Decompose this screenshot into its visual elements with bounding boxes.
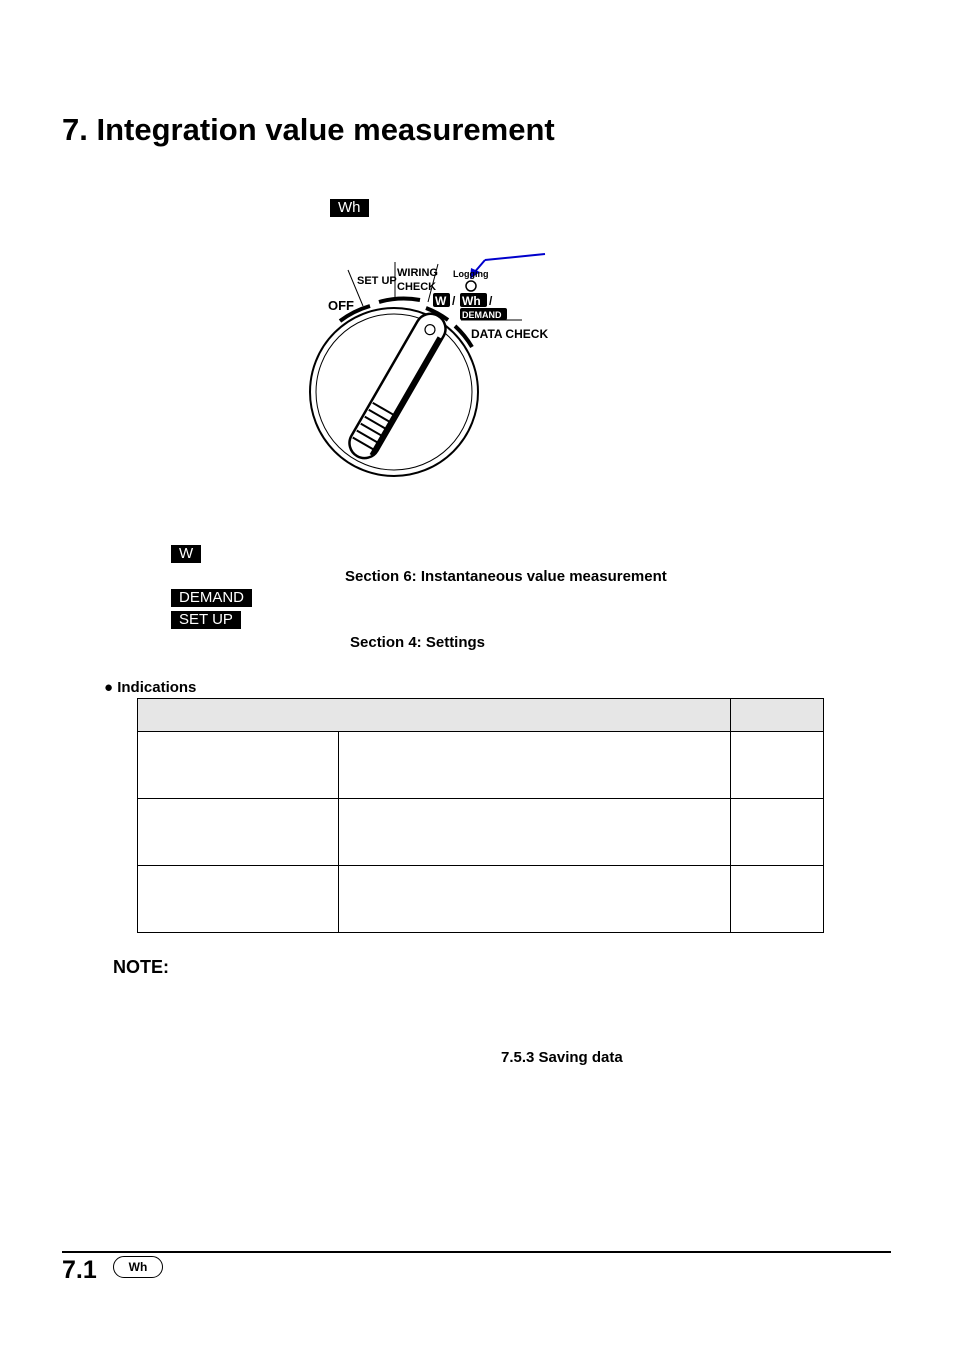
table-cell: [731, 866, 824, 933]
function-dial-illustration: [300, 248, 560, 480]
dial-label-logging: Logging: [453, 269, 489, 279]
table-cell: [731, 732, 824, 799]
table-cell: [339, 732, 731, 799]
table-header-cell: [731, 699, 824, 732]
dial-label-data-check: DATA CHECK: [471, 327, 549, 341]
dial-label-wh: Wh: [462, 294, 481, 308]
dial-label-setup: SET UP: [357, 275, 397, 287]
section4-reference: Section 4: Settings: [350, 634, 486, 651]
page-title: 7. Integration value measurement: [62, 112, 555, 147]
svg-text:/: /: [489, 294, 493, 308]
indications-heading: ● Indications: [104, 679, 197, 696]
table-header-row: [138, 699, 824, 732]
dial-label-wiring: WIRING: [397, 267, 438, 279]
setup-mode-tag: SET UP: [171, 611, 241, 629]
table-header-cell: [138, 699, 731, 732]
saving-data-reference: 7.5.3 Saving data: [501, 1049, 623, 1066]
table-cell: [138, 866, 339, 933]
table-cell: [138, 732, 339, 799]
demand-mode-tag: DEMAND: [171, 589, 252, 607]
footer-wh-badge: Wh: [113, 1256, 163, 1278]
svg-text:/: /: [452, 294, 456, 308]
table-row: [138, 799, 824, 866]
indications-table: [137, 698, 824, 933]
wh-mode-tag: Wh: [330, 199, 369, 217]
logging-indicator-lamp: [466, 281, 476, 291]
footer-section-number: 7.1: [62, 1256, 97, 1284]
dial-label-off: OFF: [328, 298, 354, 313]
dial-label-demand: DEMAND: [462, 310, 502, 320]
table-cell: [138, 799, 339, 866]
w-mode-tag: W: [171, 545, 201, 563]
dial-label-check: CHECK: [397, 281, 437, 293]
footer-divider: [62, 1251, 891, 1253]
section6-reference: Section 6: Instantaneous value measurement: [345, 568, 667, 585]
table-row: [138, 866, 824, 933]
table-cell: [731, 799, 824, 866]
dial-label-w: W: [435, 294, 447, 308]
table-row: [138, 732, 824, 799]
note-label: NOTE:: [113, 957, 169, 977]
table-cell: [339, 866, 731, 933]
table-cell: [339, 799, 731, 866]
